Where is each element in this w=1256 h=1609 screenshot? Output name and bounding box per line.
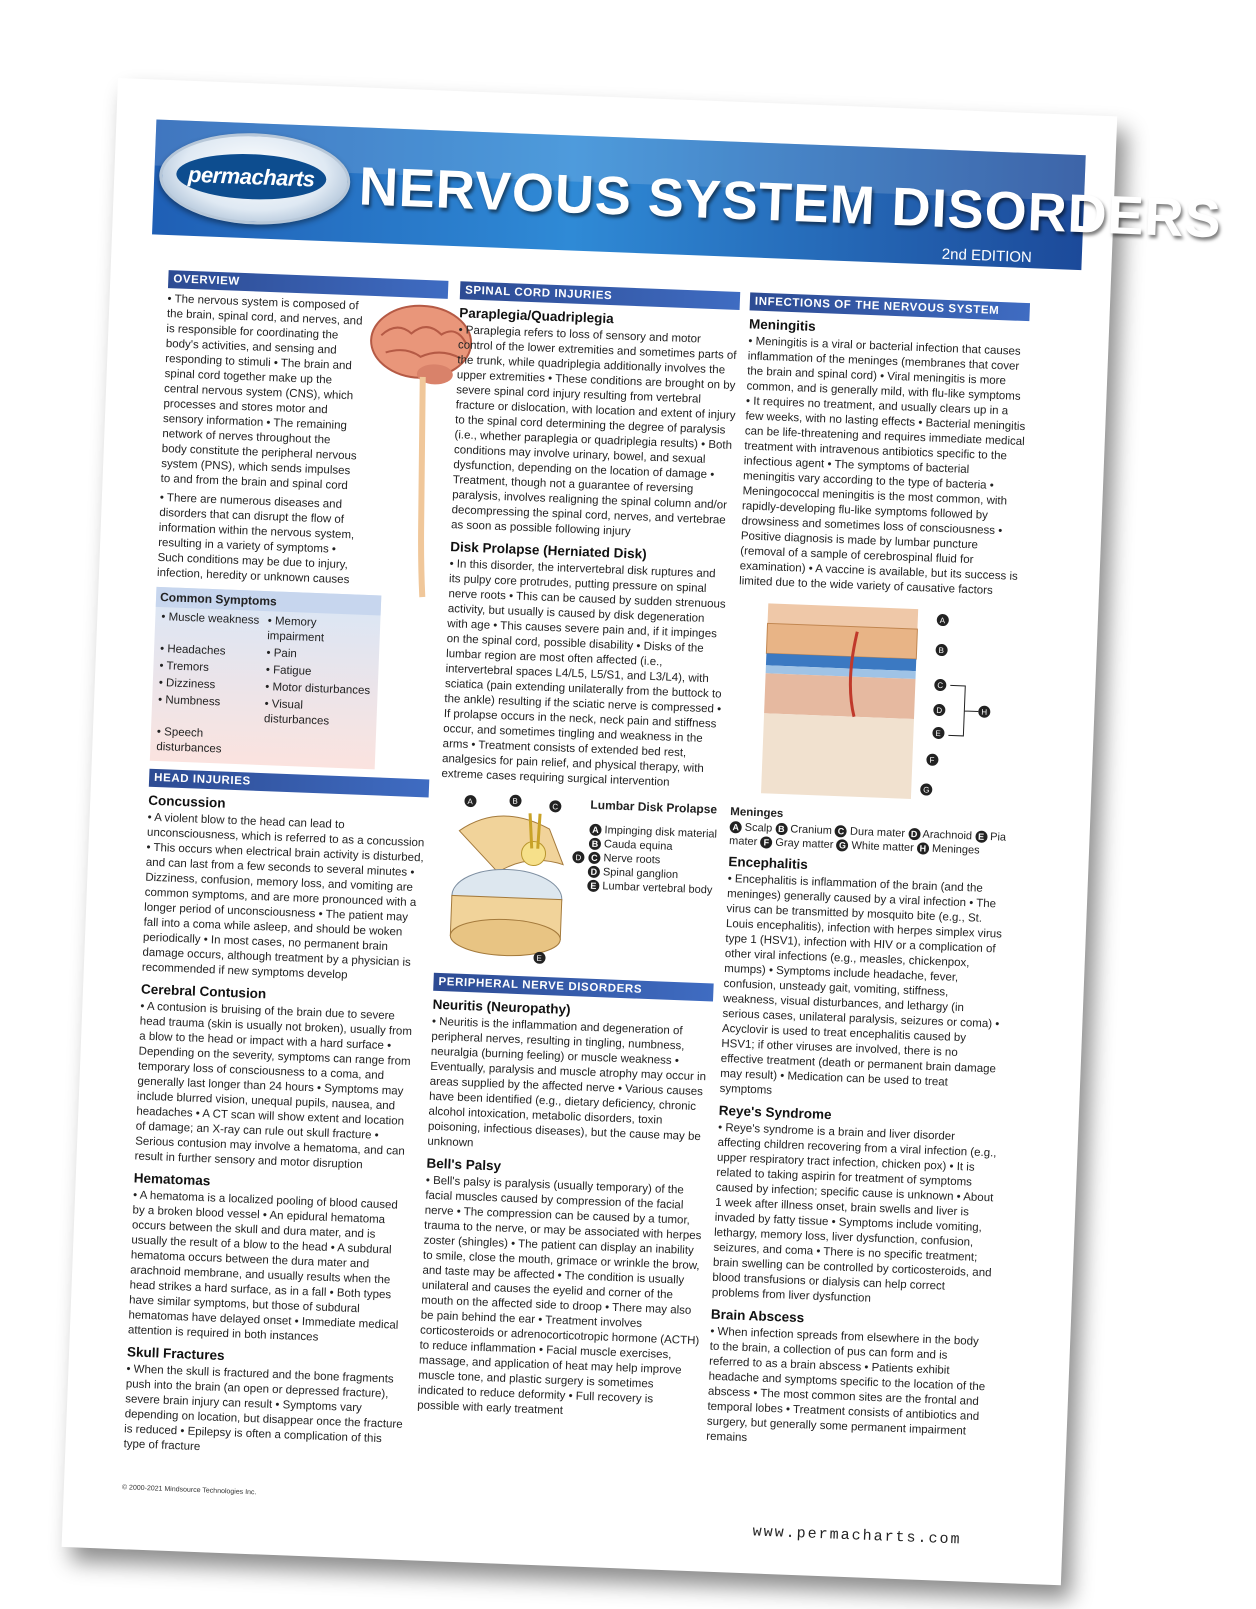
svg-text:D: D	[936, 705, 943, 716]
disk-prolapse-text: • In this disorder, the intervertebral disk ruptures and its pulpy core protrudes, putting pressure on spinal nerve roots • This can be caused by sudden strenuous activity, but usually is caused by disk degeneration with age • This causes severe pain and, if it impinges on the spinal cord, possible disability • Disks of the lumbar region are most often affected (i.e., intervertebral spaces L4/L5, L5/S1, and L3/L4), with sciatica (pain extending unilaterally from the buttock to the ankle) resulting if the sciatic nerve is compressed • If prolapse occurs in the neck, neck pain and stiffness occur, and sometimes tingling and weakness in the arms • Treatment consists of extended bed rest, analgesics for pain relief, and physical therapy, with extreme cases requiring surgical intervention	[441, 558, 726, 789]
contusion-text: • A contusion is bruising of the brain due to severe head trauma (skin is usually not broken), usually from a blow to the head or impact with a hard surface • Depending on the severity, symptoms can range from temporary loss of consciousness to a coma, and generally last longer than 24 hours • Symptoms may include blurred vision, unequal pupils, nausea, and headaches • A CT scan will show extent and location of damage; an X-ray can rule out skull fracture • Serious contusion may involve a hematoma, and can result in further sensory and motor disruption	[134, 1000, 413, 1172]
symptom-list	[150, 607, 381, 764]
symptom-item: • Pain	[266, 647, 297, 661]
meningitis-title: Meningitis	[748, 316, 817, 334]
svg-text:C: C	[552, 802, 559, 812]
legend-item: Pia mater	[728, 831, 1007, 849]
legend-item: Dura mater	[849, 825, 906, 840]
disk-prolapse-title: Disk Prolapse (Herniated Disk)	[449, 539, 647, 562]
symptom-item: • Visual disturbances	[263, 698, 330, 728]
reyes-syndrome-text: • Reye's syndrome is a brain and liver disorder affecting children recovering from a viral infection (e.g., upper respiratory tract infection, chicken pox) • It is related to taking aspirin for treatment of symptoms caused by infection; specific cause is unknown • About 1 week after illness onset, brain swells and liver is invaded by fatty tissue • Symptoms include vomiting, lethargy, memory loss, liver dysfunction, confusion, seizures, and coma • There is no specific treatment; brain swelling can be controlled by corticosteroids, and blood transfusions or dialysis can help correct problems from liver dysfunction	[711, 1121, 997, 1305]
bells-palsy-title: Bell's Palsy	[426, 1155, 502, 1174]
website-link[interactable]: www.permacharts.com	[752, 1523, 962, 1549]
legend-item: Arachnoid	[922, 828, 973, 843]
symptom-item: • Headaches	[159, 643, 226, 658]
label-e: E	[975, 830, 987, 842]
svg-text:A: A	[939, 615, 946, 626]
svg-text:A: A	[467, 796, 473, 807]
common-symptoms-heading: Common Symptoms	[156, 587, 382, 616]
contusion-title: Cerebral Contusion	[140, 981, 267, 1002]
reyes-syndrome-title: Reye's Syndrome	[718, 1102, 832, 1123]
encephalitis-title: Encephalitis	[728, 854, 809, 873]
skull-fractures-text: • When the skull is fractured and the bone fragments push into the brain (an open or depressed fracture), severe brain injury can result • Symptoms vary depending on location, but disappear once the fracture is reduced • Epilepsy is often a complication of this type of fracture	[123, 1363, 403, 1454]
meningitis-text: • Meningitis is a viral or bacterial infection that causes inflammation of the meninges (membranes that cover the brain and spinal cord) • Viral meningitis is more common, and is generally mild, with flu-like symptoms • It requires no treatment, and usually clears up in a few weeks, with no lasting effects • Bacterial meningitis can be life-threatening and requires immediate medical treatment with intravenous antibiotics specific to the infectious agent • The symptoms of bacterial meningitis vary according to the type of bacteria • Meningococcal meningitis is the most common, with rapidly-developing flu-like symptoms followed by drowsiness and sometimes loss of consciousness • Positive diagnosis is made by lumbar puncture (removal of a sample of cerebrospinal fluid for examination) • A vaccine is available, but its success is limited due to the wide variety of causative factors	[738, 335, 1026, 597]
spinal-cord-heading: SPINAL CORD INJURIES	[460, 281, 740, 310]
svg-text:B: B	[512, 796, 519, 806]
label-c: C	[588, 852, 600, 864]
meninges-illustration	[731, 597, 1008, 807]
label-e: E	[587, 880, 599, 892]
label-f: F	[760, 836, 772, 848]
lumbar-legend	[587, 798, 721, 898]
concussion-text: • A violent blow to the head can lead to unconsciousness, which is referred to as a concussion • This occurs when electrical brain activity is disturbed, and can last from a few seconds to several minutes • Dizziness, confusion, memory loss, and vomiting are common symptoms, and are more pronounced with a longer period of unconsciousness • The patient may fall into a coma while asleep, and should be woken periodically • In most cases, no permanent brain damage occurs, although treatment by a physician is recommended if new symptoms develop	[141, 811, 425, 982]
overview-paragraph-2: • There are numerous diseases and disorders that can disrupt the flow of information within the nervous system, resulting in a variety of symptoms • Such conditions may be due to injury, infection, heredity or unknown causes	[156, 491, 355, 587]
symptom-item: • Dizziness	[158, 677, 216, 692]
label-h: H	[917, 842, 929, 854]
legend-item: Impinging disk material	[604, 824, 718, 841]
paraplegia-title: Paraplegia/Quadriplegia	[458, 305, 614, 327]
column-left	[123, 270, 448, 1467]
symptom-item: • Fatigue	[265, 664, 312, 678]
label-c: C	[835, 825, 847, 837]
legend-item: Cauda equina	[603, 838, 673, 853]
infections-heading: INFECTIONS OF THE NERVOUS SYSTEM	[750, 292, 1030, 321]
label-a: A	[589, 824, 601, 836]
logo-badge	[176, 151, 328, 202]
overview-heading: OVERVIEW	[168, 270, 448, 299]
label-d: D	[908, 828, 920, 840]
svg-text:H: H	[981, 707, 988, 717]
neuritis-text: • Neuritis is the inflammation and degeneration of peripheral nerves, resulting in tingling, numbness, neuralgia (burning feeling) or muscle weakness • Eventually, paralysis and muscle atrophy may occur in areas supplied by the affected nerve • Various causes have been identified (e.g., dietary deficiency, chronic alcohol intoxication, metabolic disorders, toxin poisoning, infectious diseases), but the cause may be unknown	[427, 1015, 707, 1150]
edition-label: 2nd EDITION	[941, 245, 1033, 267]
meninges-figure-title: Meninges	[730, 806, 784, 821]
label-a: A	[729, 821, 741, 833]
svg-text:E: E	[935, 728, 941, 739]
symptom-item: • Memory impairment	[266, 615, 325, 645]
svg-text:B: B	[938, 645, 945, 656]
svg-text:E: E	[536, 953, 543, 963]
legend-item: Nerve roots	[603, 852, 661, 867]
legend-item: Lumbar vertebral body	[602, 880, 713, 897]
hematomas-text: • A hematoma is a localized pooling of blood caused by a broken blood vessel • An epidural hematoma occurs between the skull and dura mater, and is usually the result of a blow to the head • A subdural hematoma occurs between the dura mater and arachnoid membrane, and usually results when the head strikes a hard surface, as in a fall • Both types have similar symptoms, but those of subdural hematomas have delayed onset • Immediate medical attention is required in both instances	[127, 1189, 399, 1344]
symptom-item: • Numbness	[157, 694, 221, 709]
lumbar-figure-title: Lumbar Disk Prolapse	[590, 797, 718, 817]
legend-item: Meninges	[931, 842, 980, 857]
legend-item: Gray matter	[775, 836, 834, 852]
symptom-item: • Tremors	[159, 660, 210, 674]
lumbar-disk-illustration	[434, 790, 590, 966]
label-b: B	[589, 838, 601, 850]
symptom-item: • Speech disturbances	[156, 725, 222, 756]
hematomas-title: Hematomas	[133, 1170, 211, 1189]
logo-text: permacharts	[187, 161, 316, 192]
page-title: NERVOUS SYSTEM DISORDERS	[357, 156, 1223, 250]
svg-text:F: F	[929, 755, 935, 765]
legend-item: White matter	[851, 839, 915, 855]
svg-text:G: G	[923, 785, 930, 795]
svg-text:D: D	[575, 853, 582, 863]
label-b: B	[775, 823, 787, 835]
neuritis-title: Neuritis (Neuropathy)	[432, 996, 571, 1018]
column-right	[706, 292, 1030, 1459]
label-g: G	[836, 839, 848, 851]
encephalitis-text: • Encephalitis is inflammation of the brain (and the meninges) generally caused by a viral infection • The virus can be transmitted by mosquito bite (e.g., St. Louis encephalitis), infection with herpes simplex virus type 1 (HSV1), infection with HIV or a complication of other viral infections (e.g., measles, chickenpox, mumps) • Symptoms include headache, fever, confusion, unsteady gait, vomiting, stiffness, weakness, visual disturbances, and lethargy (in serious cases, unilateral paralysis, seizures or coma) • Acyclovir is used to treat encephalitis caused by HSV1; if other viruses are involved, there is no effective treatment (death or permanent brain damage may result) • Medication can be used to treat symptoms	[719, 872, 1003, 1097]
lumbar-disk-figure	[434, 790, 721, 976]
symptom-item: • Motor disturbances	[264, 681, 371, 698]
overview-paragraph-1: • The nervous system is composed of the brain, spinal cord, and nerves, and is responsible for coordinating the body's activities, and sensing and responding to stimuli • The brain and spinal cord together make up the central nervous system (CNS), which processes and stores motor and sensory information • The remaining network of nerves throughout the body constitute the peripheral nervous system (PNS), which sends impulses to and from the brain and spinal cord	[160, 293, 363, 493]
meninges-figure	[731, 597, 1018, 808]
label-d: D	[588, 866, 600, 878]
legend-item: Cranium	[790, 823, 833, 837]
chart-sheet	[62, 78, 1223, 1585]
skull-fractures-title: Skull Fractures	[126, 1344, 225, 1364]
legend-item: Scalp	[744, 821, 773, 835]
peripheral-nerve-heading: PERIPHERAL NERVE DISORDERS	[433, 973, 713, 1002]
common-symptoms-box	[150, 587, 382, 770]
bells-palsy-text: • Bell's palsy is paralysis (usually temporary) of the facial muscles caused by compression of the facial nerve • The compression can be caused by a tumor, trauma to the nerve, or may be associated with herpes zoster (shingles) • The patient can display an inability to smile, close the mouth, grimace or wrinkle the brow, and taste may be affected • The condition is usually unilateral and causes the eyelid and corner of the mouth on the affected side to droop • There may also be pain behind the ear • Treatment involves corticosteroids or adrenocorticotropic hormone (ACTH) to reduce inflammation • Facial muscle exercises, massage, and application of heat may help improve muscle tone, and plastic surgery is sometimes indicated to reduce deformity • Full recovery is possible with early treatment	[417, 1174, 702, 1418]
concussion-title: Concussion	[148, 792, 226, 811]
legend-item: Spinal ganglion	[602, 866, 679, 882]
brain-abscess-text: • When infection spreads from elsewhere in the body to the brain, a collection of pus can form and is referred to as a brain abscess • Patients exhibit headache and symptoms specific to the location of the abscess • The most common sites are the frontal and temporal lobes • Treatment consists of antibiotics and surgery, but generally some permanent impairment remains	[706, 1325, 986, 1445]
column-middle	[417, 281, 740, 1428]
paraplegia-text: • Paraplegia refers to loss of sensory and motor control of the lower extremities and sometimes parts of the trunk, while quadriplegia additionally involves the upper extremities • These conditions are brought on by severe spinal cord injury resulting from vertebral fracture or dislocation, with location and extent of injury to the spinal cord determining the degree of paralysis (i.e., whether paraplegia or quadriplegia results) • Both conditions may involve urinary, bowel, and sexual dysfunction, depending on the location of damage • Treatment, though not a guarantee of reversing paralysis, involves realigning the spinal column and/or decompressing the spinal cord, nerves, and vertebrae as soon as possible following injury	[450, 324, 737, 539]
copyright-text: © 2000-2021 Mindsource Technologies Inc.	[121, 1484, 257, 1497]
svg-text:C: C	[937, 680, 944, 691]
brain-abscess-title: Brain Abscess	[710, 1306, 805, 1326]
symptom-item: • Muscle weakness	[161, 611, 260, 627]
head-injuries-heading: HEAD INJURIES	[149, 769, 429, 798]
